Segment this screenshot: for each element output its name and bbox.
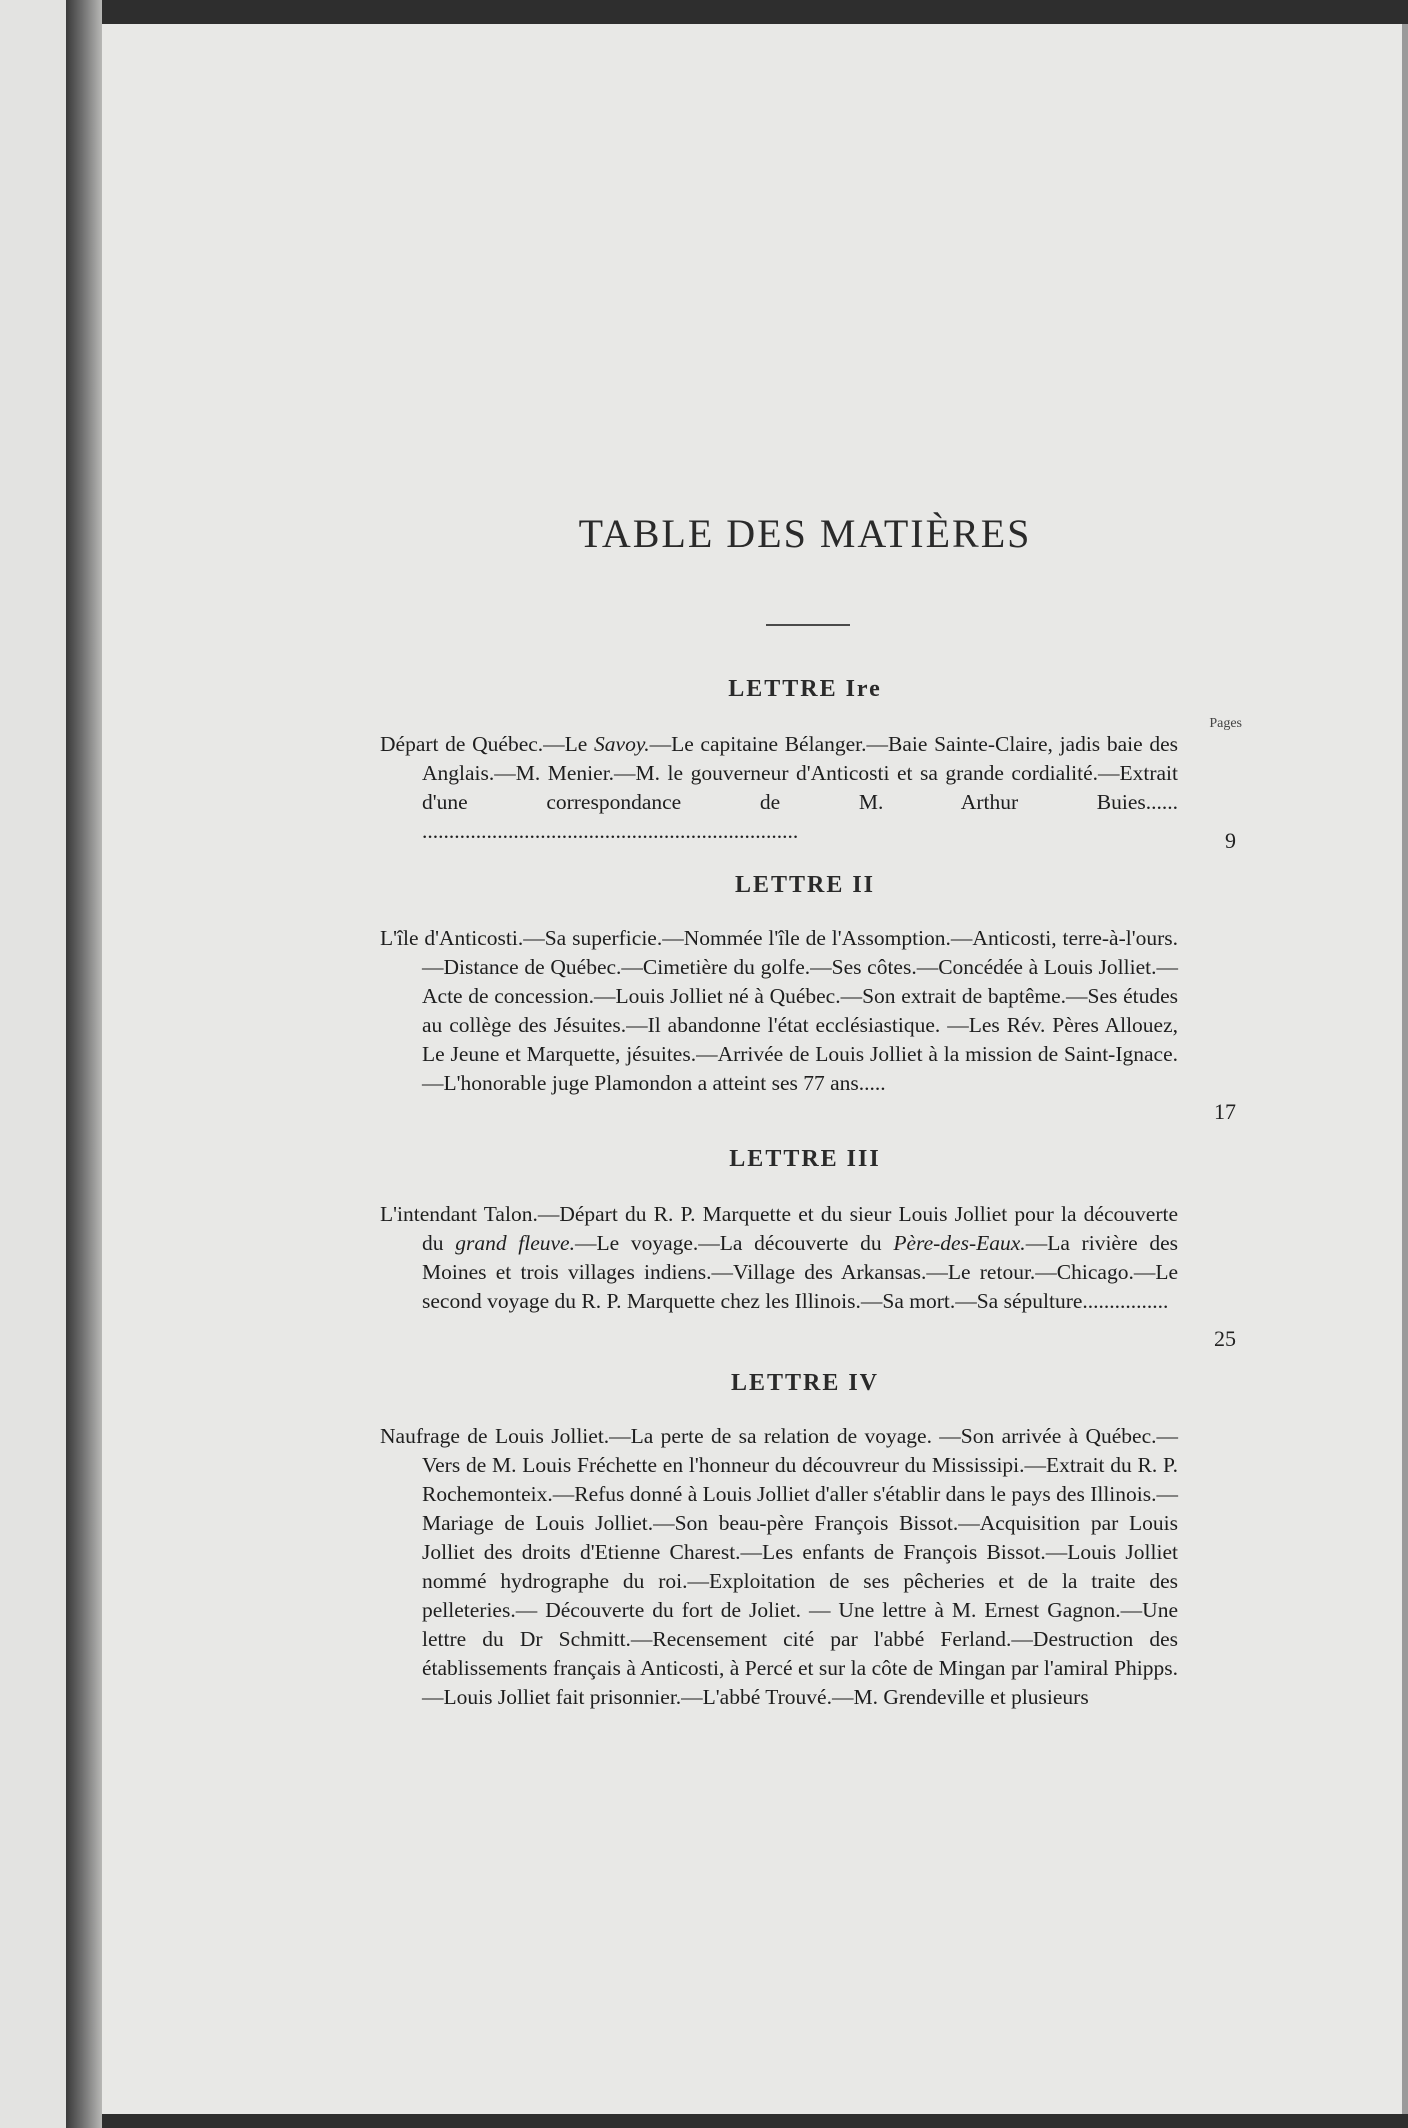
book-gutter — [66, 0, 102, 2128]
page-right-edge — [1402, 24, 1408, 2114]
letter-3-summary: L'intendant Talon.—Départ du R. P. Marquette et du sieur Louis Jolliet pour la découverte du grand fleuve.—Le voyage.—La découverte du Père-des-Eaux.—La rivière des Moines et trois villages indiens.—Village des Arkansas.—Le retour.—Chicago.—Le second voyage du R. P. Marquette chez les Illinois.—Sa mort.—Sa sépulture................ — [380, 1202, 1179, 1313]
letter-4-summary: Naufrage de Louis Jolliet.—La perte de sa relation de voyage. —Son arrivée à Québec.—Vers de M. Louis Fréchette en l'honneur du découvreur du Mississipi.—Extrait du R. P. Rochemonteix.—Refus donné à Louis Jolliet d'aller s'établir dans le pays des Illinois.—Mariage de Louis Jolliet.—Son beau-père François Bissot.—Acquisition par Louis Jolliet des droits d'Etienne Charest.—Les enfants de François Bissot.—Louis Jolliet nommé hydrographe du roi.—Exploitation de ses pêcheries et de la traite des pelleteries.— Découverte du fort de Joliet. — Une lettre à M. Ernest Gagnon.—Une lettre du Dr Schmitt.—Recensement cité par l'abbé Ferland.—Destruction des établissements français à Anticosti, à Percé et sur la côte de Mingan par l'amiral Phipps.—Louis Jolliet fait prisonnier.—L'abbé Trouvé.—M. Grendeville et plusieurs — [380, 1424, 1178, 1709]
letter-2-page-number: 17 — [1214, 1099, 1236, 1124]
letter-4-heading: LETTRE IV — [730, 1370, 880, 1396]
book-page — [102, 24, 1402, 2114]
letter-1-page-number: 9 — [1225, 828, 1236, 853]
title-rule — [766, 624, 850, 626]
letter-2-heading: LETTRE II — [734, 872, 876, 898]
facing-page-edge — [0, 0, 66, 2128]
page-title: TABLE DES MATIÈRES — [578, 511, 1032, 556]
letter-1-heading: LETTRE Ire — [728, 676, 882, 702]
pages-column-label: Pages — [1209, 716, 1242, 731]
letter-3-page-number: 25 — [1214, 1326, 1236, 1351]
letter-2-summary: L'île d'Anticosti.—Sa superficie.—Nommée l'île de l'Assomption.—Anticosti, terre-à-l'ours.—Distance de Québec.—Cimetière du golfe.—Ses côtes.—Concédée à Louis Jolliet.—Acte de concession.—Louis Jolliet né à Québec.—Son extrait de baptême.—Ses études au collège des Jésuites.—Il abandonne l'état ecclésiastique. —Les Rév. Pères Allouez, Le Jeune et Marquette, jésuites.—Arrivée de Louis Jolliet à la mission de Saint-Ignace.—L'honorable juge Plamondon a atteint ses 77 ans..... — [380, 926, 1178, 1095]
letter-3-heading: LETTRE III — [729, 1146, 881, 1172]
letter-1-summary: Départ de Québec.—Le Savoy.—Le capitaine Bélanger.—Baie Sainte-Claire, jadis baie des Anglais.—M. Menier.—M. le gouverneur d'Anticosti et sa grande cordialité.—Extrait d'une correspondance de M. Arthur Buies...... ...................................................................... — [380, 732, 1178, 843]
